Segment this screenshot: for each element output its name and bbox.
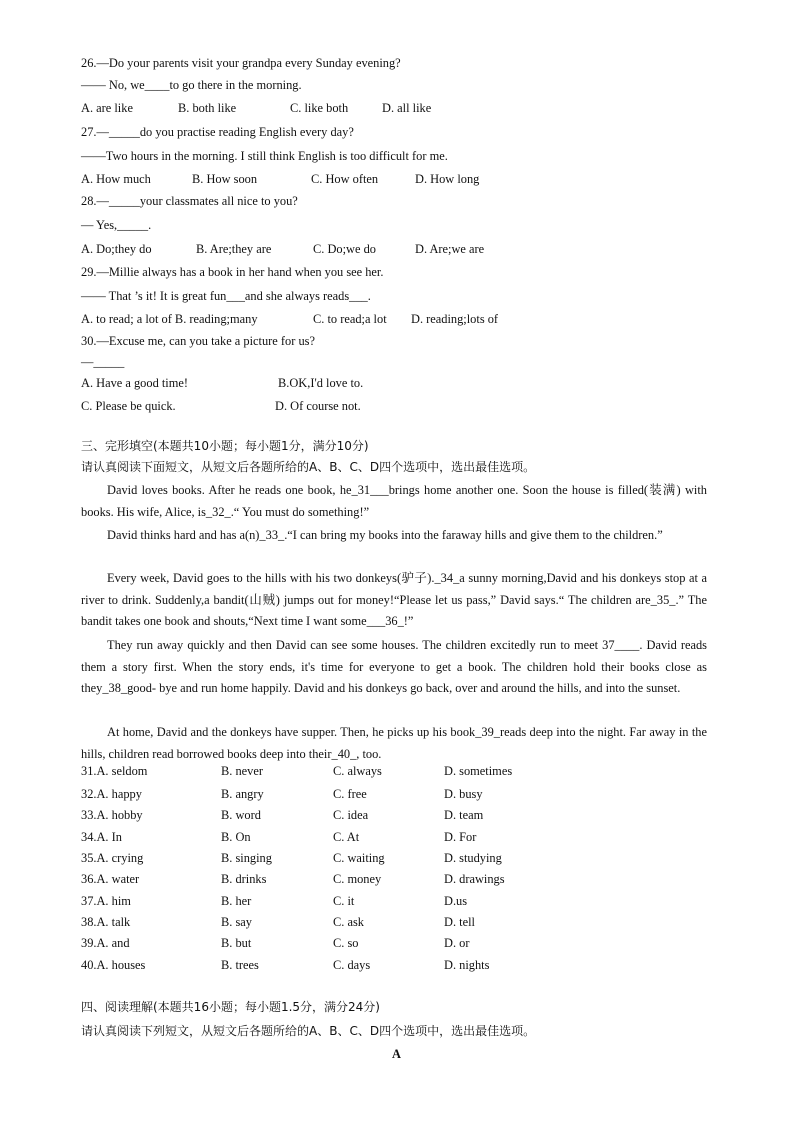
cloze-option: B. trees: [221, 958, 259, 972]
cloze-option: B. her: [221, 894, 252, 908]
q27-option-c: C. How often: [311, 172, 379, 186]
cloze-option: 40.A. houses: [81, 958, 146, 972]
cloze-option: C. it: [333, 894, 355, 908]
q26-option-c: C. like both: [290, 101, 349, 115]
cloze-option: D.us: [444, 894, 468, 908]
cloze-option: 32.A. happy: [81, 787, 142, 801]
q28-option-d: D. Are;we are: [415, 242, 485, 256]
q27-option-a: A. How much: [81, 172, 151, 186]
cloze-paragraph-4: They run away quickly and then David can see some houses. The children excitedly run to meet 37____. David reads them a story first. When the story ends, it's time for everyone to get a book. The children hold their books close as they_38_good- bye and run home happily. David and his donkeys go back, over and around the hills, and into the sunset.: [81, 638, 707, 695]
q30-option-c: C. Please be quick.: [81, 399, 176, 413]
q30-stem: 30.—Excuse me, can you take a picture for us?: [81, 334, 315, 348]
section4-title: 四、阅读理解(本题共16小题；每小题1.5分，满分24分): [81, 1000, 380, 1014]
cloze-option: C. always: [333, 764, 382, 778]
cloze-option: C. waiting: [333, 851, 385, 865]
cloze-option: B. say: [221, 915, 252, 929]
section3-instruction: 请认真阅读下面短文，从短文后各题所给的A、B、C、D四个选项中，选出最佳选项。: [81, 460, 536, 474]
cloze-option: C. days: [333, 958, 371, 972]
cloze-option: 36.A. water: [81, 872, 140, 886]
cloze-option: B. never: [221, 764, 263, 778]
q30-option-a: A. Have a good time!: [81, 376, 189, 390]
cloze-option: B. drinks: [221, 872, 267, 886]
cloze-option: D. sometimes: [444, 764, 513, 778]
cloze-option: 31.A. seldom: [81, 764, 148, 778]
cloze-option: D. nights: [444, 958, 490, 972]
cloze-option: B. angry: [221, 787, 264, 801]
q26-reply: —— No, we____to go there in the morning.: [81, 78, 302, 92]
cloze-option: C. free: [333, 787, 367, 801]
q30-reply: —_____: [81, 355, 125, 369]
q29-option-d: D. reading;lots of: [411, 312, 499, 326]
section3-title: 三、完形填空(本题共10小题；每小题1分，满分10分): [81, 439, 369, 453]
q27-reply: ——Two hours in the morning. I still think English is too difficult for me.: [81, 149, 448, 163]
q29-reply: —— That ’s it! It is great fun___and she always reads___.: [81, 289, 371, 303]
q30-option-b: B.OK,I'd love to.: [278, 376, 364, 390]
q27-option-d: D. How long: [415, 172, 480, 186]
cloze-option: C. so: [333, 936, 359, 950]
section4-instruction: 请认真阅读下列短文，从短文后各题所给的A、B、C、D四个选项中，选出最佳选项。: [81, 1024, 536, 1038]
q29-option-c: C. to read;a lot: [313, 312, 387, 326]
q28-stem: 28.—_____your classmates all nice to you?: [81, 194, 298, 208]
q26-option-d: D. all like: [382, 101, 432, 115]
q28-option-c: C. Do;we do: [313, 242, 376, 256]
cloze-paragraph-5: At home, David and the donkeys have supper. Then, he picks up his book_39_reads deep into the night. Far away in the hills, children read borrowed books deep into their_40_, too.: [81, 725, 707, 761]
q29-option-ab: A. to read; a lot of B. reading;many: [81, 312, 258, 326]
cloze-option: D. busy: [444, 787, 483, 801]
q28-reply: — Yes,_____.: [81, 218, 152, 232]
cloze-option: 37.A. him: [81, 894, 131, 908]
cloze-option: B. singing: [221, 851, 272, 865]
cloze-option: D. studying: [444, 851, 502, 865]
cloze-option: 35.A. crying: [81, 851, 144, 865]
q27-option-b: B. How soon: [192, 172, 258, 186]
cloze-paragraph-2: David thinks hard and has a(n)_33_.“I can bring my books into the faraway hills and give them to the children.”: [107, 528, 663, 542]
cloze-option: B. On: [221, 830, 251, 844]
cloze-option: D. tell: [444, 915, 475, 929]
cloze-option: D. drawings: [444, 872, 505, 886]
section4-part-label: A: [392, 1047, 401, 1061]
cloze-option: 33.A. hobby: [81, 808, 143, 822]
cloze-option: C. idea: [333, 808, 369, 822]
cloze-option: 39.A. and: [81, 936, 130, 950]
cloze-option: C. At: [333, 830, 360, 844]
cloze-option: D. or: [444, 936, 470, 950]
q26-stem: 26.—Do your parents visit your grandpa every Sunday evening?: [81, 56, 401, 70]
cloze-option: D. team: [444, 808, 484, 822]
cloze-option: B. but: [221, 936, 252, 950]
q28-option-b: B. Are;they are: [196, 242, 272, 256]
q27-stem: 27.—_____do you practise reading English every day?: [81, 125, 354, 139]
q28-option-a: A. Do;they do: [81, 242, 152, 256]
cloze-paragraph-1: David loves books. After he reads one book, he_31___brings home another one. Soon the house is filled(装满) with books. His wife, Alice, is_32_.“ You must do something!”: [81, 483, 707, 519]
cloze-option: 34.A. In: [81, 830, 122, 844]
q26-option-a: A. are like: [81, 101, 133, 115]
q30-option-d: D. Of course not.: [275, 399, 361, 413]
cloze-option: B. word: [221, 808, 261, 822]
q29-stem: 29.—Millie always has a book in her hand when you see her.: [81, 265, 384, 279]
cloze-paragraph-3: Every week, David goes to the hills with his two donkeys(驴子)._34_a sunny morning,David and his donkeys stop at a river to drink. Suddenly,a bandit(山贼) jumps out for money!“Please let us pass,” David says.“ The children are_35_.” The bandit takes one book and shouts,“Next time I want some___36_!”: [81, 571, 707, 628]
cloze-option: 38.A. talk: [81, 915, 131, 929]
cloze-option: C. ask: [333, 915, 364, 929]
cloze-option: D. For: [444, 830, 477, 844]
cloze-option: C. money: [333, 872, 382, 886]
q26-option-b: B. both like: [178, 101, 237, 115]
